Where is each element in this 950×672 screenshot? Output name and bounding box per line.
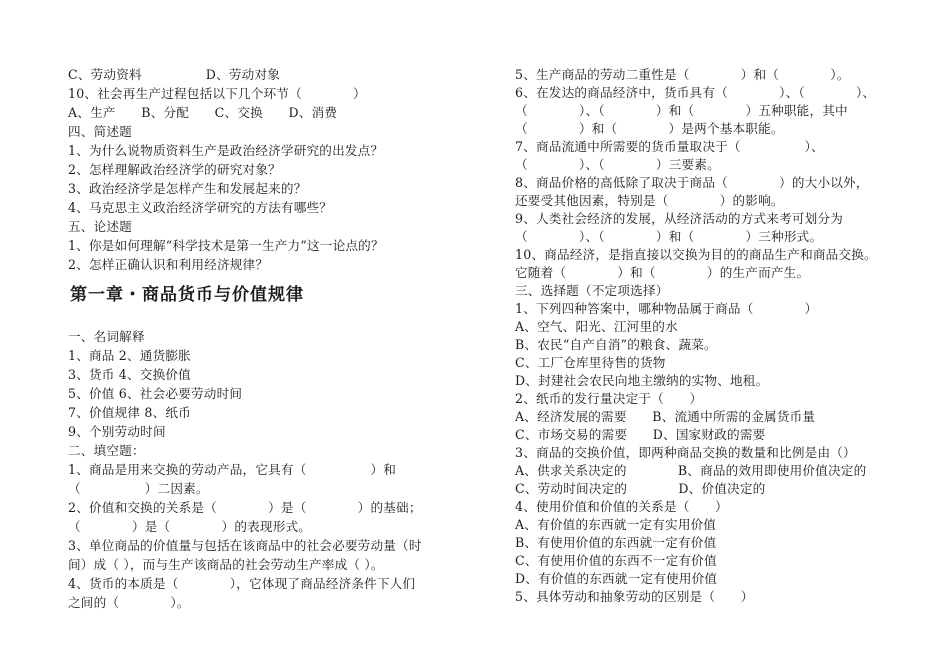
text-line: 它随着（ ）和（ ）的生产而产生。 bbox=[515, 265, 810, 280]
text-line: A、有价值的东西就一定有实用价值 bbox=[515, 517, 717, 532]
text-line: C、劳动时间决定的 D、价值决定的 bbox=[515, 481, 766, 496]
text-line: 10、商品经济，是指直接以交换为目的的商品生产和商品交换。 bbox=[515, 247, 877, 262]
text-line: 1、下列四种答案中，哪种物品属于商品（ ） bbox=[515, 301, 818, 316]
text-line: 1、你是如何理解“科学技术是第一生产力”这一论点的？ bbox=[68, 238, 384, 253]
text-line: 4、使用价值和价值的关系是（ ） bbox=[515, 499, 728, 514]
text-line: 2、价值和交换的关系是（ ）是（ ）的基础； bbox=[68, 500, 422, 515]
text-line: 9、个别劳动时间 bbox=[68, 424, 166, 439]
text-line: A、空气、阳光、江河里的水 bbox=[515, 319, 678, 334]
text-line: 4、马克思主义政治经济学研究的方法有哪些？ bbox=[68, 200, 333, 215]
section-heading: 一、名词解释 bbox=[68, 329, 145, 344]
text-line: 2、怎样正确认识和利用经济规律？ bbox=[68, 257, 269, 272]
text-line: 3、商品的交换价值，即两种商品交换的数量和比例是由（） bbox=[515, 445, 856, 460]
text-line: A、经济发展的需要 B、流通中所需的金属货币量 bbox=[515, 409, 816, 424]
text-line: 3、政治经济学是怎样产生和发展起来的？ bbox=[68, 181, 307, 196]
text-line: 3、货币 4、交换价值 bbox=[68, 367, 191, 382]
text-line: C、市场交易的需要 D、国家财政的需要 bbox=[515, 427, 766, 442]
section-heading: 二、填空题： bbox=[68, 443, 145, 458]
text-line: 7、商品流通中所需要的货币量取决于（ ）、 bbox=[515, 139, 824, 154]
text-line: C、工厂仓库里待售的货物 bbox=[515, 355, 666, 370]
text-line: （ ）是（ ）的表现形式。 bbox=[68, 519, 312, 534]
text-line: 10、社会再生产过程包括以下几个环节（ ） bbox=[68, 86, 366, 101]
text-line: 2、怎样理解政治经济学的研究对象？ bbox=[68, 162, 281, 177]
text-line: 8、商品价格的高低除了取决于商品（ ）的大小以外， bbox=[515, 175, 869, 190]
text-line: A、生产 B、分配 C、交换 D、消费 bbox=[68, 105, 338, 120]
text-line: （ ）和（ ）是两个基本职能。 bbox=[515, 121, 784, 136]
text-line: B、农民“自产自消”的粮食、蔬菜。 bbox=[515, 337, 717, 352]
text-line: 2、纸币的发行量决定于（ ） bbox=[515, 391, 703, 406]
text-line: （ ）、（ ）三要素。 bbox=[515, 157, 720, 172]
text-line: C、劳动资料 D、劳动对象 bbox=[68, 67, 281, 82]
text-line: D、封建社会农民向地主缴纳的实物、地租。 bbox=[515, 373, 769, 388]
text-line: 5、具体劳动和抽象劳动的区别是（ ） bbox=[515, 589, 754, 604]
text-line: 之间的（ ）。 bbox=[68, 595, 190, 610]
text-line: 6、在发达的商品经济中，货币具有（ ）、（ ）、 bbox=[515, 85, 876, 100]
text-line: B、有使用价值的东西就一定有价值 bbox=[515, 535, 717, 550]
chapter-title: 第一章・商品货币与价值规律 bbox=[70, 285, 304, 305]
text-line: D、有价值的东西就一定有使用价值 bbox=[515, 571, 718, 586]
section-heading: 三、选择题（不定项选择） bbox=[515, 283, 669, 298]
text-line: （ ）二因素。 bbox=[68, 481, 209, 496]
text-line: 1、商品 2、通货膨胀 bbox=[68, 348, 191, 363]
section-heading: 四、简述题 bbox=[68, 124, 132, 139]
section-heading: 五、论述题 bbox=[68, 219, 132, 234]
text-line: C、有使用价值的东西不一定有价值 bbox=[515, 553, 717, 568]
text-line: 1、为什么说物质资料生产是政治经济学研究的出发点？ bbox=[68, 143, 384, 158]
text-line: 5、生产商品的劳动二重性是（ ）和（ ）。 bbox=[515, 67, 850, 82]
text-line: 还要受其他因素，特别是（ ）的影响。 bbox=[515, 193, 784, 208]
text-line: 3、单位商品的价值量与包括在该商品中的社会必要劳动量（时 bbox=[68, 538, 422, 553]
text-line: 5、价值 6、社会必要劳动时间 bbox=[68, 386, 243, 401]
text-line: 1、商品是用来交换的劳动产品，它具有（ ）和 bbox=[68, 462, 397, 477]
text-line: 间）成（ ），而与生产该商品的社会劳动生产率成（ ）。 bbox=[68, 557, 384, 572]
text-line: （ ）、（ ）和（ ）五种职能，其中 bbox=[515, 103, 848, 118]
text-line: 4、货币的本质是（ ），它体现了商品经济条件下人们 bbox=[68, 576, 416, 591]
text-line: 7、价值规律 8、纸币 bbox=[68, 405, 191, 420]
text-line: 9、人类社会经济的发展，从经济活动的方式来考可划分为 bbox=[515, 211, 844, 226]
text-line: （ ）、（ ）和（ ）三种形式。 bbox=[515, 229, 823, 244]
text-line: A、供求关系决定的 B、商品的效用即使用价值决定的 bbox=[515, 463, 867, 478]
